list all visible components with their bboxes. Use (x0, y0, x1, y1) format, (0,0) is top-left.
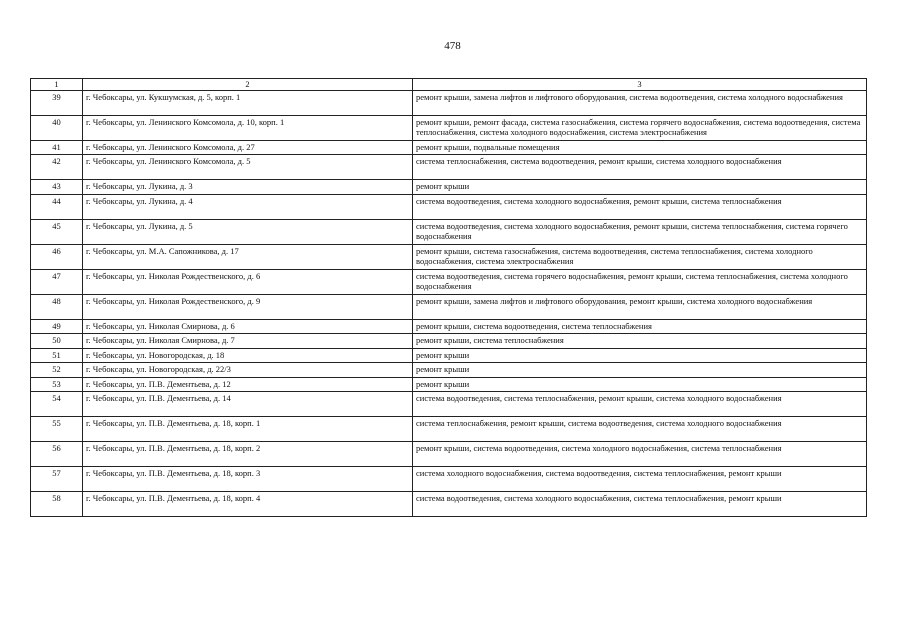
works-cell: ремонт крыши (413, 377, 867, 392)
row-number: 52 (31, 363, 83, 378)
address-cell: г. Чебоксары, ул. Николая Смирнова, д. 6 (83, 319, 413, 334)
row-number: 47 (31, 269, 83, 294)
row-number: 43 (31, 180, 83, 195)
table-row (31, 467, 867, 492)
address-cell: г. Чебоксары, ул. Кукшумская, д. 5, корп. 1 (83, 90, 413, 115)
row-number: 46 (31, 244, 83, 269)
table-row (31, 180, 867, 195)
buildings-table (30, 78, 867, 517)
row-number: 53 (31, 377, 83, 392)
column-3-number: 3 (413, 79, 867, 91)
address-cell: г. Чебоксары, ул. Николая Смирнова, д. 7 (83, 334, 413, 349)
works-cell: ремонт крыши (413, 348, 867, 363)
works-cell: ремонт крыши (413, 180, 867, 195)
column-number-row (31, 79, 867, 91)
table-row (31, 115, 867, 140)
table-row (31, 348, 867, 363)
row-number: 48 (31, 294, 83, 319)
works-cell: ремонт крыши, система водоотведения, система теплоснабжения (413, 319, 867, 334)
row-number: 42 (31, 155, 83, 180)
row-number: 57 (31, 467, 83, 492)
address-cell: г. Чебоксары, ул. Лукина, д. 5 (83, 219, 413, 244)
address-cell: г. Чебоксары, ул. Лукина, д. 4 (83, 194, 413, 219)
works-cell: ремонт крыши, система газоснабжения, система водоотведения, система теплоснабжения, система холодного водоснабжения, система электроснабжения (413, 244, 867, 269)
address-cell: г. Чебоксары, ул. Новогородская, д. 22/3 (83, 363, 413, 378)
row-number: 50 (31, 334, 83, 349)
address-cell: г. Чебоксары, ул. Ленинского Комсомола, д. 10, корп. 1 (83, 115, 413, 140)
works-cell: система водоотведения, система холодного водоснабжения, ремонт крыши, система теплоснабжения (413, 194, 867, 219)
address-cell: г. Чебоксары, ул. П.В. Дементьева, д. 18, корп. 4 (83, 492, 413, 517)
address-cell: г. Чебоксары, ул. Новогородская, д. 18 (83, 348, 413, 363)
address-cell: г. Чебоксары, ул. Ленинского Комсомола, д. 5 (83, 155, 413, 180)
row-number: 54 (31, 392, 83, 417)
row-number: 44 (31, 194, 83, 219)
row-number: 40 (31, 115, 83, 140)
page-number: 478 (444, 40, 461, 52)
address-cell: г. Чебоксары, ул. Николая Рождественского, д. 6 (83, 269, 413, 294)
works-cell: система теплоснабжения, система водоотведения, ремонт крыши, система холодного водоснабжения (413, 155, 867, 180)
row-number: 45 (31, 219, 83, 244)
table-row (31, 219, 867, 244)
row-number: 56 (31, 442, 83, 467)
address-cell: г. Чебоксары, ул. П.В. Дементьева, д. 18, корп. 2 (83, 442, 413, 467)
address-cell: г. Чебоксары, ул. П.В. Дементьева, д. 18, корп. 3 (83, 467, 413, 492)
table-row (31, 155, 867, 180)
table-row (31, 244, 867, 269)
works-cell: ремонт крыши, замена лифтов и лифтового оборудования, система водоотведения, система холодного водоснабжения (413, 90, 867, 115)
address-cell: г. Чебоксары, ул. Николая Рождественского, д. 9 (83, 294, 413, 319)
works-cell: система водоотведения, система холодного водоснабжения, ремонт крыши, система теплоснабжения, система горячего водоснабжения (413, 219, 867, 244)
column-2-number: 2 (83, 79, 413, 91)
row-number: 49 (31, 319, 83, 334)
works-cell: система водоотведения, система горячего водоснабжения, ремонт крыши, система теплоснабжения, система холодного водоснабжения (413, 269, 867, 294)
works-cell: система водоотведения, система теплоснабжения, ремонт крыши, система холодного водоснабжения (413, 392, 867, 417)
table-row (31, 334, 867, 349)
row-number: 39 (31, 90, 83, 115)
works-cell: ремонт крыши, система водоотведения, система холодного водоснабжения, система теплоснабжения (413, 442, 867, 467)
address-cell: г. Чебоксары, ул. П.В. Дементьева, д. 14 (83, 392, 413, 417)
column-1-number: 1 (31, 79, 83, 91)
table-row (31, 363, 867, 378)
table-row (31, 392, 867, 417)
works-cell: ремонт крыши, подвальные помещения (413, 140, 867, 155)
table-row (31, 269, 867, 294)
table-row (31, 377, 867, 392)
works-cell: система холодного водоснабжения, система водоотведения, система теплоснабжения, ремонт крыши (413, 467, 867, 492)
row-number: 58 (31, 492, 83, 517)
table-row (31, 294, 867, 319)
works-cell: система теплоснабжения, ремонт крыши, система водоотведения, система холодного водоснабжения (413, 417, 867, 442)
row-number: 41 (31, 140, 83, 155)
row-number: 55 (31, 417, 83, 442)
table-row (31, 319, 867, 334)
works-cell: система водоотведения, система холодного водоснабжения, система теплоснабжения, ремонт крыши (413, 492, 867, 517)
table-row (31, 194, 867, 219)
works-cell: ремонт крыши, система теплоснабжения (413, 334, 867, 349)
address-cell: г. Чебоксары, ул. Лукина, д. 3 (83, 180, 413, 195)
works-cell: ремонт крыши, ремонт фасада, система газоснабжения, система горячего водоснабжения, система водоотведения, система теплоснабжения, система холодного водоснабжения, система электроснабжения (413, 115, 867, 140)
table-row (31, 417, 867, 442)
row-number: 51 (31, 348, 83, 363)
table-row (31, 492, 867, 517)
table-body (31, 79, 867, 517)
address-cell: г. Чебоксары, ул. П.В. Дементьева, д. 12 (83, 377, 413, 392)
works-cell: ремонт крыши (413, 363, 867, 378)
address-cell: г. Чебоксары, ул. М.А. Сапожникова, д. 17 (83, 244, 413, 269)
address-cell: г. Чебоксары, ул. П.В. Дементьева, д. 18, корп. 1 (83, 417, 413, 442)
table-row (31, 90, 867, 115)
table-row (31, 140, 867, 155)
table-row (31, 442, 867, 467)
works-cell: ремонт крыши, замена лифтов и лифтового оборудования, ремонт крыши, система холодного водоснабжения (413, 294, 867, 319)
address-cell: г. Чебоксары, ул. Ленинского Комсомола, д. 27 (83, 140, 413, 155)
